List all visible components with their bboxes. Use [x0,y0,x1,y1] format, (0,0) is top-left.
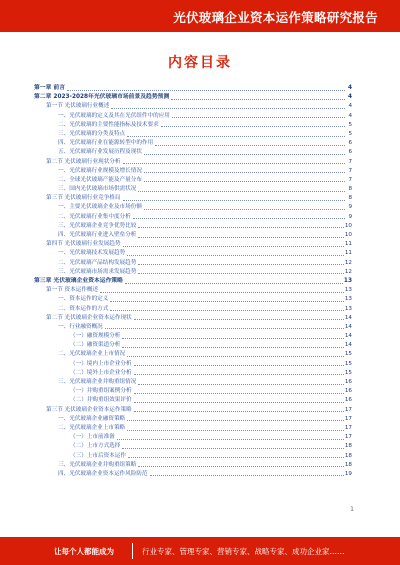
toc-entry-page: 19 [344,470,352,477]
toc-entry-text: 四、光伏玻璃行业进入壁垒分析 [34,231,137,240]
toc-leader-dots [138,222,344,229]
report-header [0,0,400,32]
toc-entry[interactable] [34,158,352,167]
toc-entry[interactable] [34,350,352,359]
toc-entry-page: 9 [348,213,352,220]
toc-leader-dots [134,360,344,367]
toc-entry-page: 5 [348,130,352,137]
toc-entry-page: 9 [348,204,352,211]
toc-entry[interactable] [34,277,352,286]
toc-entry-page: 13 [344,287,352,294]
toc-entry-page: 11 [344,241,352,248]
toc-entry-text: 一、光伏玻璃技术发展趋势 [34,249,126,258]
toc-leader-dots [123,194,346,201]
toc-entry[interactable] [34,84,352,93]
toc-leader-dots [128,452,344,459]
footer-slogan: 让每个人都能成为 [54,547,114,556]
toc-entry-text: （二）上市方式选择 [34,442,121,451]
toc-entry-page: 15 [344,360,352,367]
toc-entry-text: 第三章 光伏玻璃企业资本运作策略 [34,277,124,286]
toc-leader-dots [134,387,344,394]
toc-entry-page: 4 [348,112,352,119]
toc-entry[interactable] [34,452,352,461]
toc-entry-text: 第一章 前言 [34,84,66,93]
toc-entry-text: 第三节 光伏玻璃企业资本运作策略 [34,406,133,415]
toc-entry[interactable] [34,433,352,442]
toc-entry[interactable] [34,387,352,396]
toc-entry[interactable] [34,112,352,121]
report-title: 光伏玻璃企业资本运作策略研究报告 [173,10,378,25]
toc-entry-text: （三）上市后资本运作 [34,452,127,461]
toc-leader-dots [100,286,344,293]
toc-entry-page: 8 [348,195,352,202]
toc-leader-dots [138,259,344,266]
toc-entry-text: 二、全球光伏玻璃产能及产量分布 [34,176,143,185]
toc-entry[interactable] [34,470,352,479]
toc-entry-page: 17 [344,415,352,422]
toc-leader-dots [117,433,344,440]
toc-entry-page: 14 [344,342,352,349]
toc-entry-page: 17 [344,406,352,413]
toc-entry[interactable] [34,305,352,314]
footer-roles: 行业专家、管理专家、营销专家、战略专家、成功企业家…… [142,547,345,556]
toc-entry-text: 三、国内光伏玻璃市场供需状况 [34,185,137,194]
toc-entry-page: 4 [347,85,352,91]
toc-entry-text: 三、光伏玻璃企业竞争优势比较 [34,222,137,231]
toc-entry[interactable] [34,295,352,304]
toc-leader-dots [138,268,344,275]
toc-leader-dots [127,424,344,431]
toc-entry-text: 一、光伏玻璃企业融资策略 [34,415,126,424]
toc-leader-dots [105,323,344,330]
toc-leader-dots [138,231,344,238]
toc-entry-page: 10 [344,222,352,229]
toc-entry-text: 二、光伏玻璃的主要性能指标及技术要求 [34,121,160,130]
toc-entry-page: 13 [344,296,352,303]
toc-leader-dots [150,470,344,477]
toc-entry[interactable] [34,286,352,295]
toc-leader-dots [127,415,344,422]
toc-entry[interactable] [34,406,352,415]
toc-entry-text: 一、光伏玻璃的定义及其在光伏组件中的应用 [34,112,171,121]
toc-entry-page: 14 [344,333,352,340]
toc-entry-page: 7 [348,176,352,183]
toc-entry[interactable] [34,194,352,203]
toc-entry[interactable] [34,93,352,102]
toc-entry[interactable] [34,442,352,451]
toc-entry-page: 12 [344,268,352,275]
toc-entry-text: 第四节 光伏玻璃行业发展趋势 [34,240,122,249]
toc-entry-page: 14 [344,314,352,321]
toc-entry[interactable] [34,249,352,258]
toc-entry[interactable] [34,176,352,185]
toc-leader-dots [127,249,344,256]
toc-entry-page: 11 [344,250,352,257]
toc-entry[interactable] [34,240,352,249]
toc-entry-text: 二、光伏玻璃企业上市情况 [34,350,126,359]
toc-entry-text: 二、资本运作的方式 [34,305,109,314]
toc-entry[interactable] [34,360,352,369]
toc-leader-dots [171,93,345,100]
toc-entry[interactable] [34,332,352,341]
toc-entry-text: （二）境外上市企业分析 [34,369,133,378]
toc-entry-page: 8 [348,186,352,193]
footer-banner [0,537,400,565]
toc-entry-text: 三、光伏玻璃市场需求发展趋势 [34,268,137,277]
toc-leader-dots [125,277,343,284]
toc-leader-dots [127,350,344,357]
toc-entry-text: （二）融资渠道分析 [34,341,121,350]
toc-entry[interactable] [34,102,352,111]
toc-leader-dots [122,341,344,348]
toc-leader-dots [155,139,345,146]
toc-leader-dots [123,158,346,165]
toc-entry-text: 一、主要光伏玻璃企业及市场份额 [34,203,143,212]
toc-leader-dots [144,148,345,155]
toc-entry-page: 16 [344,379,352,385]
toc-leader-dots [111,102,345,109]
toc-leader-dots [134,369,344,376]
toc-leader-dots [172,112,345,119]
toc-entry-page: 15 [344,351,352,358]
toc-entry-text: 五、光伏玻璃行业发展历程及现状 [34,148,143,157]
toc-entry[interactable] [34,415,352,424]
toc-entry[interactable] [34,222,352,231]
toc-entry[interactable] [34,259,352,268]
toc-entry-text: （一）融资规模分析 [34,332,121,341]
toc-entry[interactable] [34,213,352,222]
toc-leader-dots [110,305,344,312]
toc-leader-dots [122,332,344,339]
toc-entry-text: 第二节 光伏玻璃行业现状分析 [34,158,122,167]
toc-entry-text: 二、光伏玻璃行业集中度分析 [34,213,132,222]
toc-entry-text: 三、光伏玻璃企业并购重组策略 [34,461,137,470]
toc-entry-page: 18 [344,443,352,450]
toc-leader-dots [110,295,344,302]
toc-entry-page: 4 [348,103,352,110]
toc-entry[interactable] [34,121,352,130]
toc-entry-page: 5 [348,121,352,128]
toc-entry[interactable] [34,148,352,157]
toc-leader-dots [144,176,345,183]
toc-entry-page: 15 [344,369,352,376]
toc-leader-dots [161,121,345,128]
toc-entry-page: 18 [344,461,352,468]
toc-entry-page: 7 [348,167,352,174]
toc-entry-text: 三、光伏玻璃的分类及特点 [34,130,126,139]
toc-leader-dots [122,442,344,449]
toc-entry-page: 6 [348,140,352,147]
page-number: 1 [350,506,354,513]
toc-entry-page: 6 [348,149,352,156]
toc-entry-text: 第一节 资本运作概述 [34,286,99,295]
toc-leader-dots [138,461,344,468]
toc-entry-page: 13 [344,305,352,312]
toc-entry-text: （一）并购重组案例分析 [34,387,133,396]
toc-entry[interactable] [34,461,352,470]
toc-leader-dots [134,396,344,403]
toc-leader-dots [134,314,344,321]
toc-entry[interactable] [34,185,352,194]
toc-entry-text: 四、光伏玻璃企业资本运作风险防范 [34,470,149,479]
toc-entry-page: 4 [347,94,352,101]
toc-entry-page: 17 [344,434,352,441]
toc-leader-dots [134,406,344,413]
toc-entry-page: 7 [348,158,352,165]
toc-entry[interactable] [34,378,352,387]
toc-entry-text: 第二节 光伏玻璃企业资本运作现状 [34,314,133,323]
toc-entry-text: （一）上市前准备 [34,433,116,442]
toc-leader-dots [138,185,345,192]
toc-entry[interactable] [34,369,352,378]
toc-leader-dots [138,378,344,385]
toc-heading: 内容目录 [168,55,232,71]
toc-entry-text: 一、资本运作的定义 [34,295,109,304]
toc-entry-page: 13 [343,277,352,284]
toc-entry-text: 第三节 光伏玻璃行业竞争格局 [34,194,122,203]
toc-entry-page: 14 [344,323,352,330]
toc-entry[interactable] [34,341,352,350]
toc-leader-dots [67,84,345,91]
footer-divider [132,543,133,559]
toc-entry-text: 一、光伏玻璃行业规模及增长情况 [34,167,143,176]
toc-entry-text: 一、行业融资概况 [34,323,104,332]
toc-entry-page: 10 [344,232,352,238]
toc-entry[interactable] [34,396,352,405]
toc-entry-text: 第二章 2023-2028年光伏玻璃市场前景及趋势预测 [34,93,170,102]
toc-leader-dots [127,130,345,137]
toc-leader-dots [123,240,344,247]
toc-entry-page: 16 [344,388,352,395]
toc-entry[interactable] [34,139,352,148]
toc-entry-page: 17 [344,424,352,431]
toc-entry-text: （一）境内上市企业分析 [34,360,133,369]
toc-entry-text: 二、光伏玻璃企业上市策略 [34,424,126,433]
toc-entry[interactable] [34,231,352,240]
toc-leader-dots [133,213,345,220]
toc-entry[interactable] [34,167,352,176]
toc-leader-dots [144,167,345,174]
toc-entry-page: 18 [344,452,352,459]
toc-entry[interactable] [34,130,352,139]
toc-entry-text: 四、光伏玻璃行业在能源转型中的作用 [34,139,154,148]
toc-entry[interactable] [34,268,352,277]
toc-leader-dots [144,203,345,210]
toc-entry-text: 三、光伏玻璃企业并购重组情况 [34,378,137,387]
toc-entry-text: （二）并购重组效果评价 [34,396,133,405]
toc-entry[interactable] [34,314,352,323]
toc-entry[interactable] [34,203,352,212]
toc-entry-page: 16 [344,397,352,404]
toc-entry[interactable] [34,424,352,433]
toc-entry-text: 二、光伏玻璃产品结构发展趋势 [34,259,137,268]
toc-entry-text: 第一节 光伏玻璃行业概述 [34,102,110,111]
toc-entry[interactable] [34,323,352,332]
table-of-contents [34,84,352,479]
toc-entry-page: 12 [344,259,352,266]
